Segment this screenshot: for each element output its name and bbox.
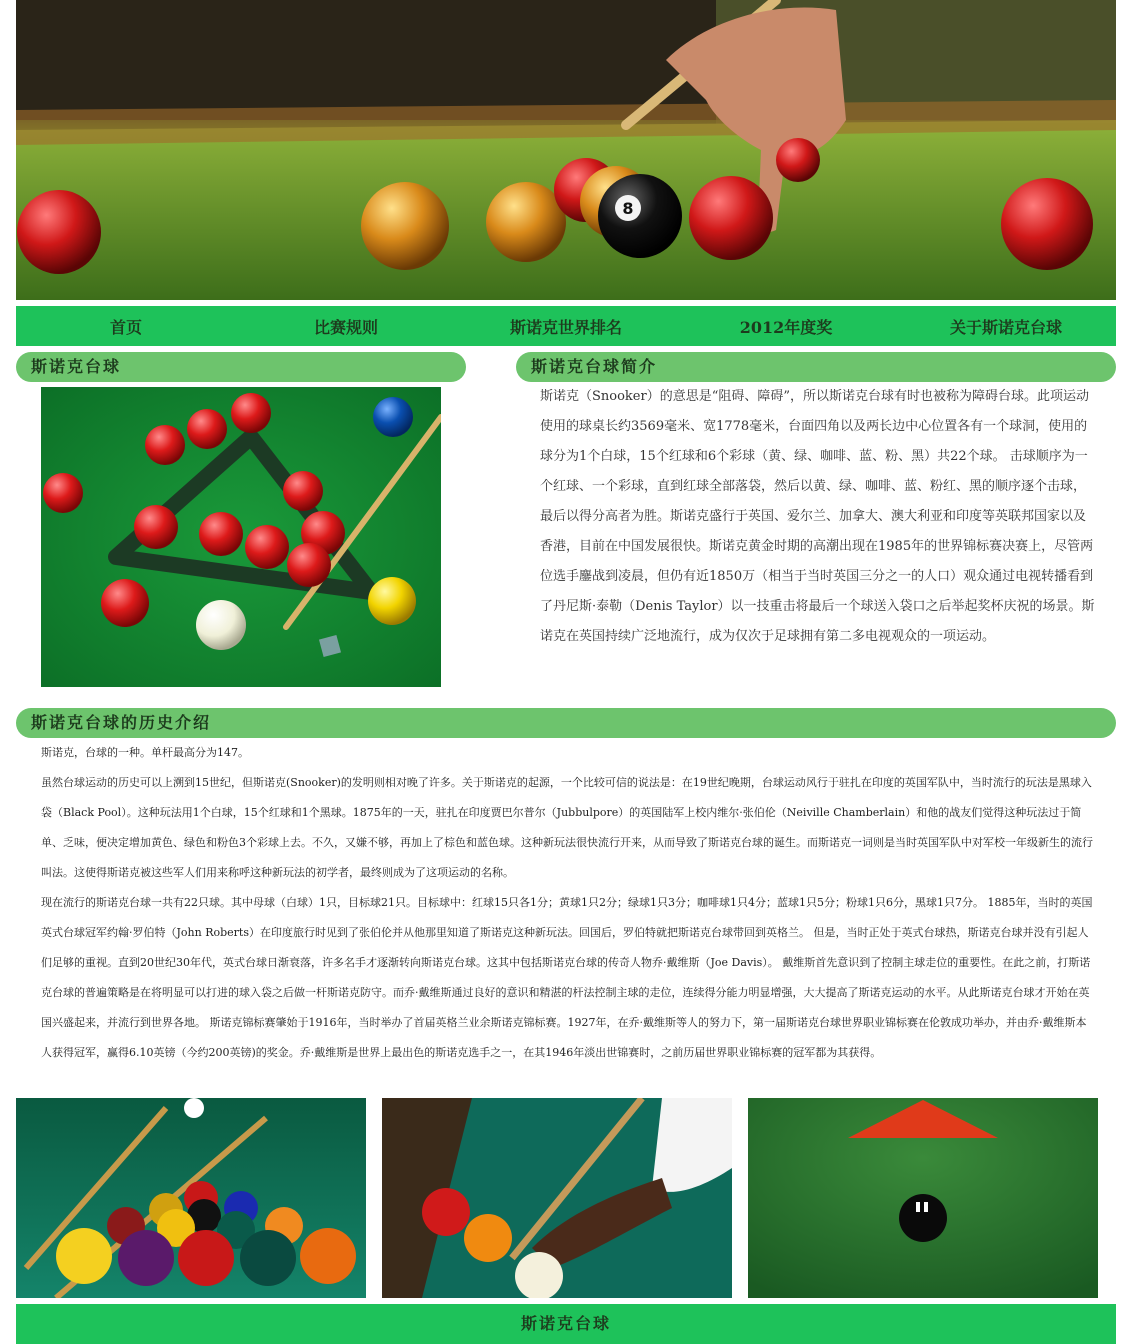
section-title-snooker-intro: 斯诺克台球简介 — [516, 352, 1116, 382]
footer-title: 斯诺克台球 — [16, 1304, 1116, 1344]
section-title-snooker: 斯诺克台球 — [16, 352, 466, 382]
nav-item-2012-awards[interactable]: 2012年度奖 — [739, 317, 833, 337]
snooker-rack-image — [41, 387, 441, 687]
nav-item-home[interactable]: 首页 — [109, 317, 142, 337]
gallery-image-snooker-table — [748, 1098, 1098, 1298]
snooker-history-text — [41, 738, 1096, 1068]
gallery-image-player-cue — [382, 1098, 732, 1298]
gallery-image-pool-balls — [16, 1098, 366, 1298]
hero-banner-image — [16, 0, 1116, 300]
history-paragraph: 斯诺克，台球的一种。单杆最高分为147。 — [41, 746, 249, 759]
main-navigation — [16, 306, 1116, 346]
nav-item-rules[interactable]: 比赛规则 — [313, 317, 378, 337]
history-paragraph: 现在流行的斯诺克台球一共有22只球。其中母球（白球）1只，目标球21只。目标球中：红球15只各1分；黄球1只2分；绿球1只3分；咖啡球1只4分；蓝球1只5分；粉球1只6分，黑球1只7分。 1885年，当时的英国英式台球冠军约翰·罗伯特（John Roberts）在印度旅行时见到了张伯伦并从他那里知道了斯诺克这种新玩法。回国后，罗伯特就把斯诺克台球带回到英格兰。 但是，当时正处于英式台球热，斯诺克台球并没有引起人们足够的重视。直到20世纪30年代，英式台球日渐衰落，许多名手才逐渐转向斯诺克台球。这其中包括斯诺克台球的传奇人物乔·戴维斯（Joe Davis）。 戴维斯首先意识到了控制主球走位的重要性。在此之前，打斯诺克台球的普遍策略是在将明显可以打进的球入袋之后做一杆斯诺克防守。而乔·戴维斯通过良好的意识和精湛的杆法控制主球的走位，连续得分能力明显增强，大大提高了斯诺克运动的水平。从此斯诺克台球才开始在英国兴盛起来，并流行到世界各地。 斯诺克锦标赛肇始于1916年，当时举办了首届英格兰业余斯诺克锦标赛。1927年，在乔·戴维斯等人的努力下，第一届斯诺克台球世界职业锦标赛在伦敦成功举办，并由乔·戴维斯本人获得冠军，赢得6.10英镑（今约200英镑)的奖金。乔·戴维斯是世界上最出色的斯诺克选手之一，在其1946年淡出世锦赛时，之前历届世界职业锦标赛的冠军都为其获得。 — [41, 896, 1093, 1059]
snooker-intro-text: 斯诺克（Snooker）的意思是“阻碍、障碍”，所以斯诺克台球有时也被称为障碍台球。此项运动使用的球桌长约3569毫米、宽1778毫米，台面四角以及两长边中心位置各有一个球洞，使用的球分为1个白球，15个红球和6个彩球（黄、绿、咖啡、蓝、粉、黑）共22个球。 击球顺序为一个红球、一个彩球，直到红球全部落袋，然后以黄、绿、咖啡、蓝、粉红、黑的顺序逐个击球，最后以得分高者为胜。斯诺克盛行于英国、爱尔兰、加拿大、澳大利亚和印度等英联邦国家以及香港，目前在中国发展很快。斯诺克黄金时期的高潮出现在1985年的世界锦标赛决赛上，尽管两位选手鏖战到凌晨，但仍有近1850万（相当于当时英国三分之一的人口）观众通过电视转播看到了丹尼斯·泰勒（Denis Taylor）以一技重击将最后一个球送入袋口之后举起奖杯庆祝的场景。斯诺克在英国持续广泛地流行，成为仅次于足球拥有第二多电视观众的一项运动。 — [540, 389, 1095, 644]
history-paragraph: 虽然台球运动的历史可以上溯到15世纪，但斯诺克(Snooker)的发明则相对晚了许多。关于斯诺克的起源，一个比较可信的说法是：在19世纪晚期，台球运动风行于驻扎在印度的英国军队中，当时流行的玩法是黑球入袋（Black Pool）。这种玩法用1个白球，15个红球和1个黑球。1875年的一天，驻扎在印度贾巴尔普尔（Jubbulpore）的英国陆军上校内维尔·张伯伦（Neiville Chamberlain）和他的战友们觉得这种玩法过于简单、乏味，便决定增加黄色、绿色和粉色3个彩球上去。不久，又嫌不够，再加上了棕色和蓝色球。这种新玩法很快流行开来，从而导致了斯诺克台球的诞生。而斯诺克一词则是当时英国军队中对军校一年级新生的流行叫法。这使得斯诺克被这些军人们用来称呼这种新玩法的初学者，最终则成为了这项运动的名称。 — [41, 776, 1093, 879]
section-title-snooker-history: 斯诺克台球的历史介绍 — [16, 708, 1116, 738]
svg-text:8: 8 — [622, 199, 634, 218]
nav-item-world-ranking[interactable]: 斯诺克世界排名 — [509, 317, 622, 337]
nav-item-about[interactable]: 关于斯诺克台球 — [949, 317, 1062, 337]
